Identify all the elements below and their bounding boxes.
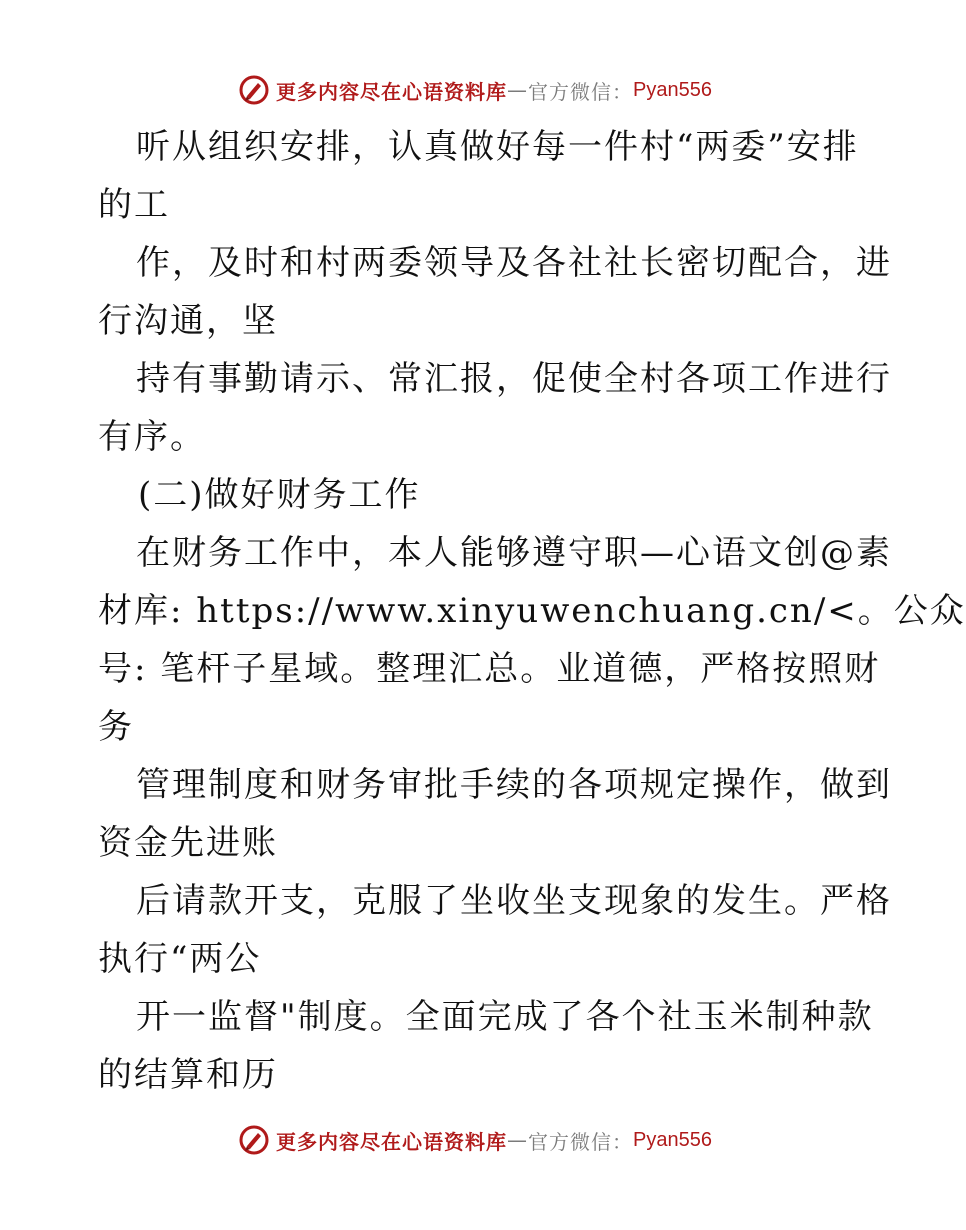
body-line: 持有事勤请示、常汇报，促使全村各项工作进行 bbox=[136, 359, 892, 399]
body-line: 务 bbox=[98, 707, 134, 747]
body-line: 号: 笔杆子星域。整理汇总。业道德，严格按照财 bbox=[98, 649, 881, 689]
logo-icon bbox=[238, 1124, 270, 1156]
body-line: 听从组织安排，认真做好每一件村“两委”安排 bbox=[136, 127, 859, 167]
footer-separator: — bbox=[507, 1128, 529, 1152]
logo-icon bbox=[238, 74, 270, 106]
body-line: 的工 bbox=[98, 185, 170, 225]
body-line: 有序。 bbox=[98, 417, 206, 457]
body-line: 开一监督"制度。全面完成了各个社玉米制种款 bbox=[136, 997, 874, 1037]
header-separator: — bbox=[507, 78, 529, 102]
header-brand-text: 更多内容尽在心语资料库 bbox=[276, 79, 508, 104]
body-line: 材库: https://www.xinyuwenchuang.cn/<。公众 bbox=[98, 591, 966, 631]
body-line: 后请款开支，克服了坐收坐支现象的发生。严格 bbox=[136, 881, 892, 921]
body-line: 作，及时和村两委领导及各社社长密切配合，进 bbox=[136, 243, 892, 283]
body-line: 的结算和历 bbox=[98, 1055, 278, 1095]
body-line: 行沟通，坚 bbox=[98, 301, 278, 341]
body-line: 执行“两公 bbox=[98, 939, 262, 979]
body-line: 管理制度和财务审批手续的各项规定操作，做到 bbox=[136, 765, 892, 805]
section-heading: (二)做好财务工作 bbox=[138, 475, 421, 515]
body-line: 资金先进账 bbox=[98, 823, 278, 863]
body-line: 在财务工作中，本人能够遵守职—心语文创@素 bbox=[136, 533, 892, 573]
footer-banner bbox=[0, 1120, 950, 1160]
footer-brand-text: 更多内容尽在心语资料库 bbox=[276, 1129, 508, 1154]
header-wechat-id: Pyan556 bbox=[633, 78, 712, 101]
header-wechat-label: 官方微信： bbox=[528, 79, 634, 104]
footer-wechat-label: 官方微信： bbox=[528, 1129, 634, 1154]
document-body bbox=[98, 118, 966, 1104]
footer-wechat-id: Pyan556 bbox=[633, 1128, 712, 1151]
header-banner bbox=[0, 70, 950, 110]
